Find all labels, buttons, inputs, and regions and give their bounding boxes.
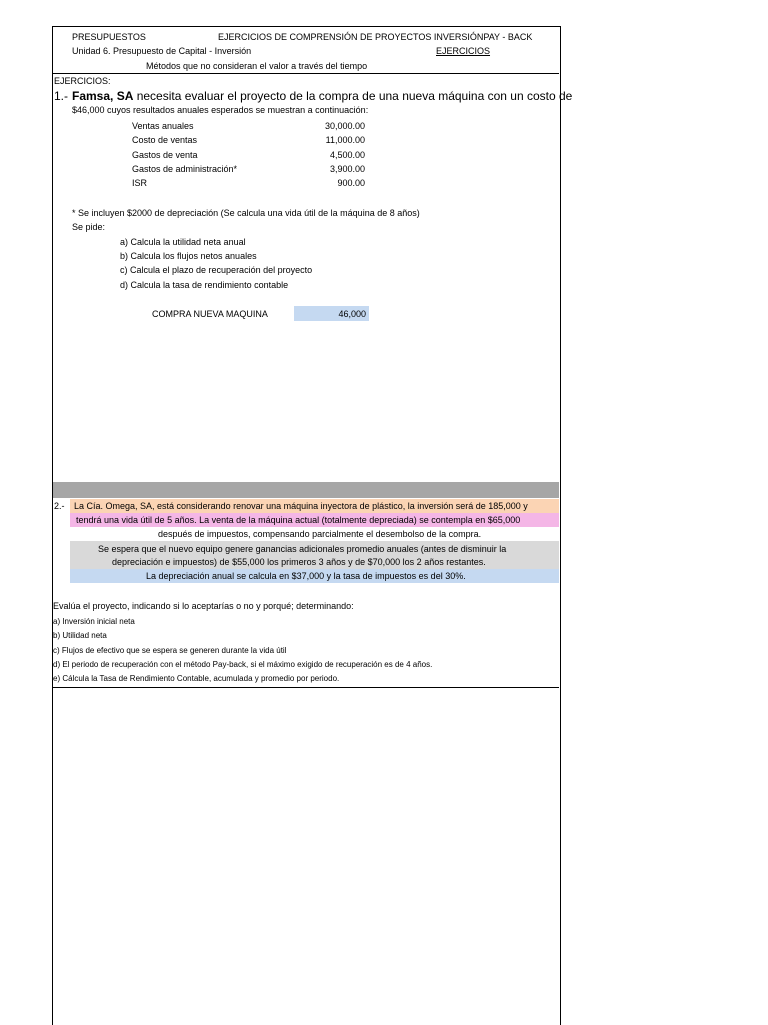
ex2-line: Se espera que el nuevo equipo genere ganancias adicionales promedio anuales (antes de disminuir la <box>98 544 507 554</box>
ex2-task: d) El periodo de recuperación con el método Pay-back, si el máximo exigido de recuperación es de 4 años. <box>53 660 433 669</box>
ex2-task: c) Flujos de efectivo que se espera se generen durante la vida útil <box>53 646 287 655</box>
header-left-title: PRESUPUESTOS <box>72 32 146 42</box>
ex2-eval: Evalúa el proyecto, indicando si lo aceptarías o no y porqué; determinando: <box>53 601 354 611</box>
ex2-line: depreciación e impuestos) de $55,000 los primeros 3 años y de $70,000 los 2 años restantes. <box>112 557 486 567</box>
ex1-footnote: * Se incluyen $2000 de depreciación (Se calcula una vida útil de la máquina de 8 años) <box>72 208 420 218</box>
section-separator <box>53 482 559 498</box>
ex1-task: c) Calcula el plazo de recuperación del proyecto <box>120 265 313 275</box>
ex1-se-pide: Se pide: <box>72 222 106 232</box>
ex2-task: e) Cálcula la Tasa de Rendimiento Contable, acumulada y promedio por periodo. <box>53 674 340 683</box>
ex1-row-label: Costo de ventas <box>132 135 198 145</box>
ex1-intro-rest: necesita evaluar el proyecto de la compra de una nueva máquina con un costo de <box>133 89 573 103</box>
ex1-task: d) Calcula la tasa de rendimiento contable <box>120 280 289 290</box>
header-subtitle: Métodos que no consideran el valor a través del tiempo <box>146 61 368 71</box>
ex1-row-value: 900.00 <box>337 178 365 188</box>
purchase-label: COMPRA NUEVA MAQUINA <box>152 309 268 319</box>
ex1-row-value: 4,500.00 <box>329 150 365 160</box>
ex2-task: b) Utilidad neta <box>53 631 107 640</box>
header-divider <box>52 73 559 74</box>
header-unit: Unidad 6. Presupuesto de Capital - Inversión <box>72 46 252 56</box>
ex1-row-value: 3,900.00 <box>329 164 365 174</box>
ex1-row-value: 11,000.00 <box>325 135 365 145</box>
ex1-task: b) Calcula los flujos netos anuales <box>120 251 257 261</box>
ex1-row-label: ISR <box>132 178 148 188</box>
header-center-title: EJERCICIOS DE COMPRENSIÓN DE PROYECTOS INVERSIÓNPAY - BACK <box>218 32 533 42</box>
ex1-number: 1.- <box>54 89 69 103</box>
ex2-task: a) Inversión inicial neta <box>53 617 135 626</box>
header-right-label: EJERCICIOS <box>436 46 491 56</box>
ex2-divider <box>52 687 559 688</box>
ex1-row-label: Gastos de administración* <box>132 164 238 174</box>
ex2-line: tendrá una vida útil de 5 años. La venta de la máquina actual (totalmente depreciada) se contempla en $65,000 <box>76 515 521 525</box>
ex2-line: La Cía. Omega, SA, está considerando renovar una máquina inyectora de plástico, la inversión será de 185,000 y <box>74 501 528 511</box>
ex1-intro <box>72 89 572 103</box>
ex1-company: Famsa, SA <box>72 89 134 103</box>
ex1-task: a) Calcula la utilidad neta anual <box>120 237 246 247</box>
ex1-row-value: 30,000.00 <box>324 121 365 131</box>
section-label: EJERCICIOS: <box>54 76 111 86</box>
ex2-line: después de impuestos, compensando parcialmente el desembolso de la compra. <box>158 529 482 539</box>
ex1-row-label: Ventas anuales <box>132 121 194 131</box>
ex2-number: 2.- <box>54 501 65 511</box>
purchase-value: 46,000 <box>338 309 366 319</box>
ex1-row-label: Gastos de venta <box>132 150 198 160</box>
ex1-intro-line2: $46,000 cuyos resultados anuales esperados se muestran a continuación: <box>72 105 369 115</box>
ex2-line: La depreciación anual se calcula en $37,000 y la tasa de impuestos es del 30%. <box>146 571 466 581</box>
